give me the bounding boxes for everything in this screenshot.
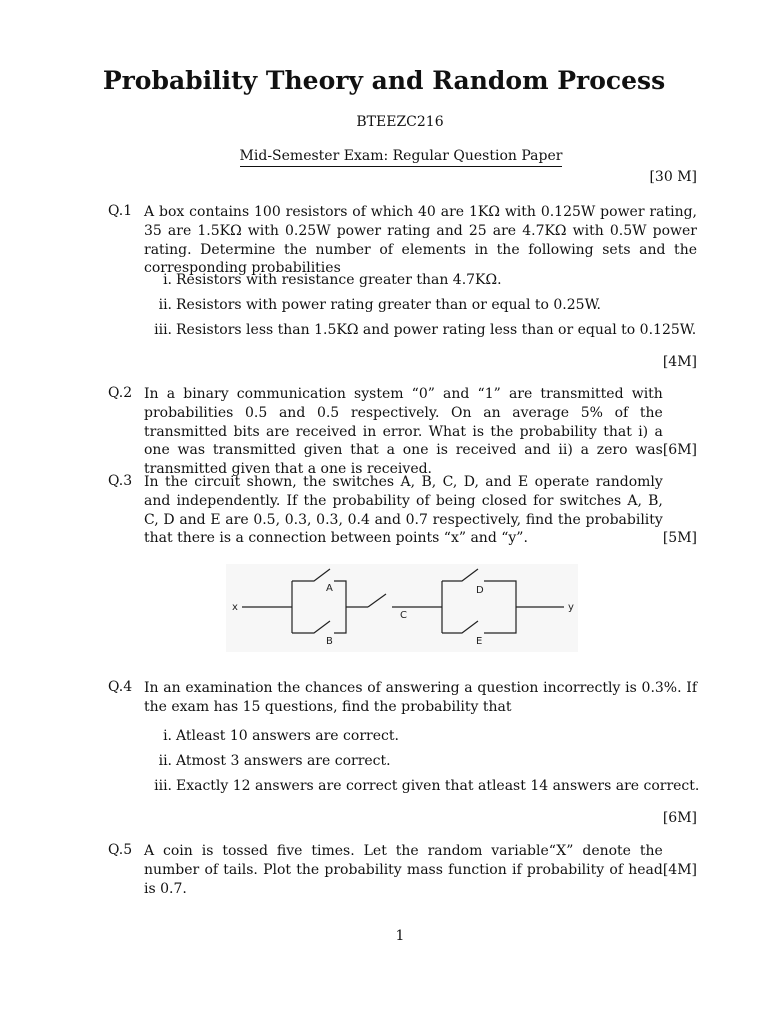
list-item-numeral: iii.: [154, 778, 172, 794]
question-marks: [5M]: [662, 530, 697, 546]
diagram-label-x: x: [232, 602, 238, 613]
list-item: [144, 272, 694, 288]
question-number: Q.1: [108, 203, 133, 219]
question-text: In a binary communication system “0” and “1” are transmitted with probabilities 0.5 and 0.5 respectively. On an average 5% of the transmitted bits are received in error. What is the probability that i) a one was transmitted given that a one is received and ii) a zero was transmitted given that a one is received.: [144, 386, 663, 478]
question-number: Q.5: [108, 842, 133, 858]
list-item: [144, 753, 694, 769]
list-item-numeral: ii.: [158, 297, 172, 313]
diagram-label-d: D: [476, 585, 484, 596]
list-item: [144, 297, 694, 313]
question-block: [144, 842, 697, 898]
list-item-text: Resistors less than 1.5KΩ and power rating less than or equal to 0.125W.: [176, 322, 697, 338]
question-marks: [4M]: [662, 354, 697, 370]
page-number: 1: [395, 928, 405, 944]
question-block: [144, 385, 697, 479]
list-item: [144, 322, 697, 338]
list-item-text: Resistors with resistance greater than 4.7KΩ.: [176, 272, 502, 288]
list-item-text: Atmost 3 answers are correct.: [176, 753, 391, 769]
question-text: A box contains 100 resistors of which 40 are 1KΩ with 0.125W power rating, 35 are 1.5KΩ with 0.25W power rating and 25 are 4.7KΩ with 0.5W power rating. Determine the number of elements in the following sets and the corresponding probabilities: [144, 204, 697, 277]
diagram-label-e: E: [476, 636, 483, 647]
question-number: Q.3: [108, 473, 133, 489]
list-item-text: Atleast 10 answers are correct.: [176, 728, 399, 744]
question-text: In an examination the chances of answering a question incorrectly is 0.3%. If the exam has 15 questions, find the probability that: [144, 680, 697, 715]
exam-subtitle: [0, 148, 768, 164]
list-item: [144, 728, 694, 744]
total-marks: [30 M]: [649, 169, 697, 185]
diagram-label-a: A: [326, 583, 333, 594]
list-item: [144, 778, 700, 794]
course-code: BTEEZC216: [356, 114, 444, 130]
list-item-text: Exactly 12 answers are correct given that atleast 14 answers are correct.: [176, 778, 700, 794]
list-item-numeral: i.: [163, 728, 172, 744]
question-number: Q.4: [108, 679, 133, 695]
question-marks: [6M]: [662, 442, 697, 458]
list-item-numeral: i.: [163, 272, 172, 288]
question-text: In the circuit shown, the switches A, B, C, D, and E operate randomly and independently. If the probability of being closed for switches A, B, C, D and E are 0.5, 0.3, 0.3, 0.4 and 0.7 respectively, find the probability that there is a connection between points “x” and “y”.: [144, 474, 663, 547]
exam-subtitle-text: Mid-Semester Exam: Regular Question Paper: [240, 148, 563, 167]
list-item-numeral: iii.: [154, 322, 172, 338]
list-item-text: Resistors with power rating greater than or equal to 0.25W.: [176, 297, 601, 313]
question-marks: [4M]: [662, 862, 697, 878]
diagram-label-y: y: [568, 602, 574, 613]
question-block: [144, 473, 697, 548]
list-item-numeral: ii.: [158, 753, 172, 769]
question-marks: [6M]: [662, 810, 697, 826]
diagram-label-b: B: [326, 636, 333, 647]
diagram-label-c: C: [400, 610, 407, 621]
question-text: A coin is tossed five times. Let the random variable“X” denote the number of tails. Plot the probability mass function if probability of head is 0.7.: [144, 843, 663, 897]
switch-circuit-diagram: [226, 564, 578, 652]
question-number: Q.2: [108, 385, 133, 401]
paper-title: Probability Theory and Random Process: [102, 66, 666, 95]
